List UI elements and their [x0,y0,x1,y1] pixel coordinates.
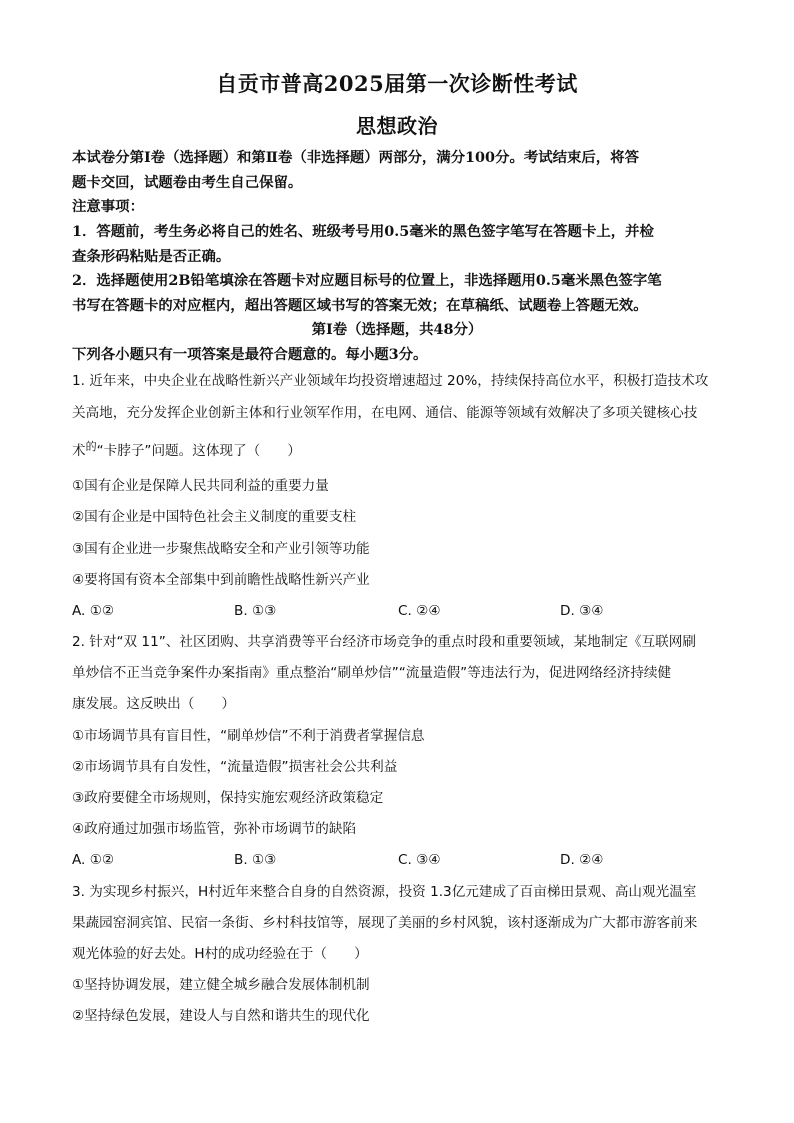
exam-title: 自贡市普高2025届第一次诊断性考试 [216,71,578,96]
note-1-line-1: 1．答题前，考生务必将自己的姓名、班级考号用0.5毫米的黑色签字笔写在答题卡上，并检 [72,223,654,240]
subject-title: 思想政治 [356,114,438,138]
note-1-line-2: 查条形码粘贴是否正确。 [72,248,231,265]
note-2-line-1: 2．选择题使用2B铅笔填涂在答题卡对应题目标号的位置上，非选择题用0.5毫米黑色签字笔 [72,272,662,289]
q2-option-c[interactable]: C. ③④ [398,852,441,868]
q1-stem-line-2: 关高地，充分发挥企业创新主体和行业领军作用，在电网、通信、能源等领域有效解决了多项关键核心技 [72,405,698,421]
q2-stem-line-1: 2. 针对“双 11”、社区团购、共享消费等平台经济市场竞争的重点时段和重要领域，某地制定《互联网刷 [72,634,696,650]
q3-stem-line-1: 3. 为实现乡村振兴，H村近年来整合自身的自然资源，投资 1.3亿元建成了百亩梯田景观、高山观光温室 [72,884,697,900]
q3-stem-line-3: 观光体验的好去处。H村的成功经验在于（ ） [72,946,368,962]
q3-stem-line-2: 果蔬园窑洞宾馆、民宿一条街、乡村科技馆等，展现了美丽的乡村风貌，该村逐渐成为广大都市游客前来 [72,915,698,931]
q1-option-b[interactable]: B. ①③ [234,603,277,619]
q1-options [72,600,732,622]
q1-option-a[interactable]: A. ①② [72,603,115,619]
notice-heading: 注意事项： [72,198,144,215]
q2-option-d[interactable]: D. ②④ [560,852,604,868]
intro-line-2: 题卡交回，试题卷由考生自己保留。 [72,174,303,191]
q2-stem-line-2: 单炒信不正当竞争案件办案指南》重点整治“刷单炒信”“流量造假”等违法行为，促进网络经济持续健 [72,665,672,681]
q2-statement-4: ④政府通过加强市场监管，弥补市场调节的缺陷 [72,821,357,837]
q1-stem-sup: 的 [85,440,97,453]
note-2-line-2: 书写在答题卡的对应框内，超出答题区域书写的答案无效；在草稿纸、试题卷上答题无效。 [72,297,648,314]
q2-options [72,849,732,871]
q1-statement-2: ②国有企业是中国特色社会主义制度的重要支柱 [72,509,357,525]
q2-statement-1: ①市场调节具有盲目性，“刷单炒信”不利于消费者掌握信息 [72,728,425,744]
q3-statement-2: ②坚持绿色发展，建设人与自然和谐共生的现代化 [72,1008,370,1024]
q2-stem-line-3: 康发展。这反映出（ ） [72,696,236,712]
q1-option-d[interactable]: D. ③④ [560,603,604,619]
q2-option-a[interactable]: A. ①② [72,852,115,868]
q1-stem-line-3 [72,440,732,463]
q1-stem-rest: “卡脖子”问题。这体现了（ ） [96,443,301,459]
q1-stem-prefix: 术 [72,443,86,459]
q1-option-c[interactable]: C. ②④ [398,603,441,619]
q1-stem-line-1: 1. 近年来，中央企业在战略性新兴产业领域年均投资增速超过 20%，持续保持高位水平，积极打造技术攻 [72,373,709,389]
q1-statement-1: ①国有企业是保障人民共同利益的重要力量 [72,478,329,494]
q3-statement-1: ①坚持协调发展，建立健全城乡融合发展体制机制 [72,977,370,993]
intro-line-1: 本试卷分第Ⅰ卷（选择题）和第Ⅱ卷（非选择题）两部分，满分100分。考试结束后，将答 [72,149,639,166]
section-instruction: 下列各小题只有一项答案是最符合题意的。每小题3分。 [72,346,428,363]
q2-statement-3: ③政府要健全市场规则，保持实施宏观经济政策稳定 [72,790,384,806]
q1-statement-4: ④要将国有资本全部集中到前瞻性战略性新兴产业 [72,572,370,588]
q2-statement-2: ②市场调节具有自发性，“流量造假”损害社会公共利益 [72,759,398,775]
q2-option-b[interactable]: B. ①③ [234,852,277,868]
q1-statement-3: ③国有企业进一步聚焦战略安全和产业引领等功能 [72,541,370,557]
section-title: 第Ⅰ卷（选择题，共48分） [311,321,483,338]
